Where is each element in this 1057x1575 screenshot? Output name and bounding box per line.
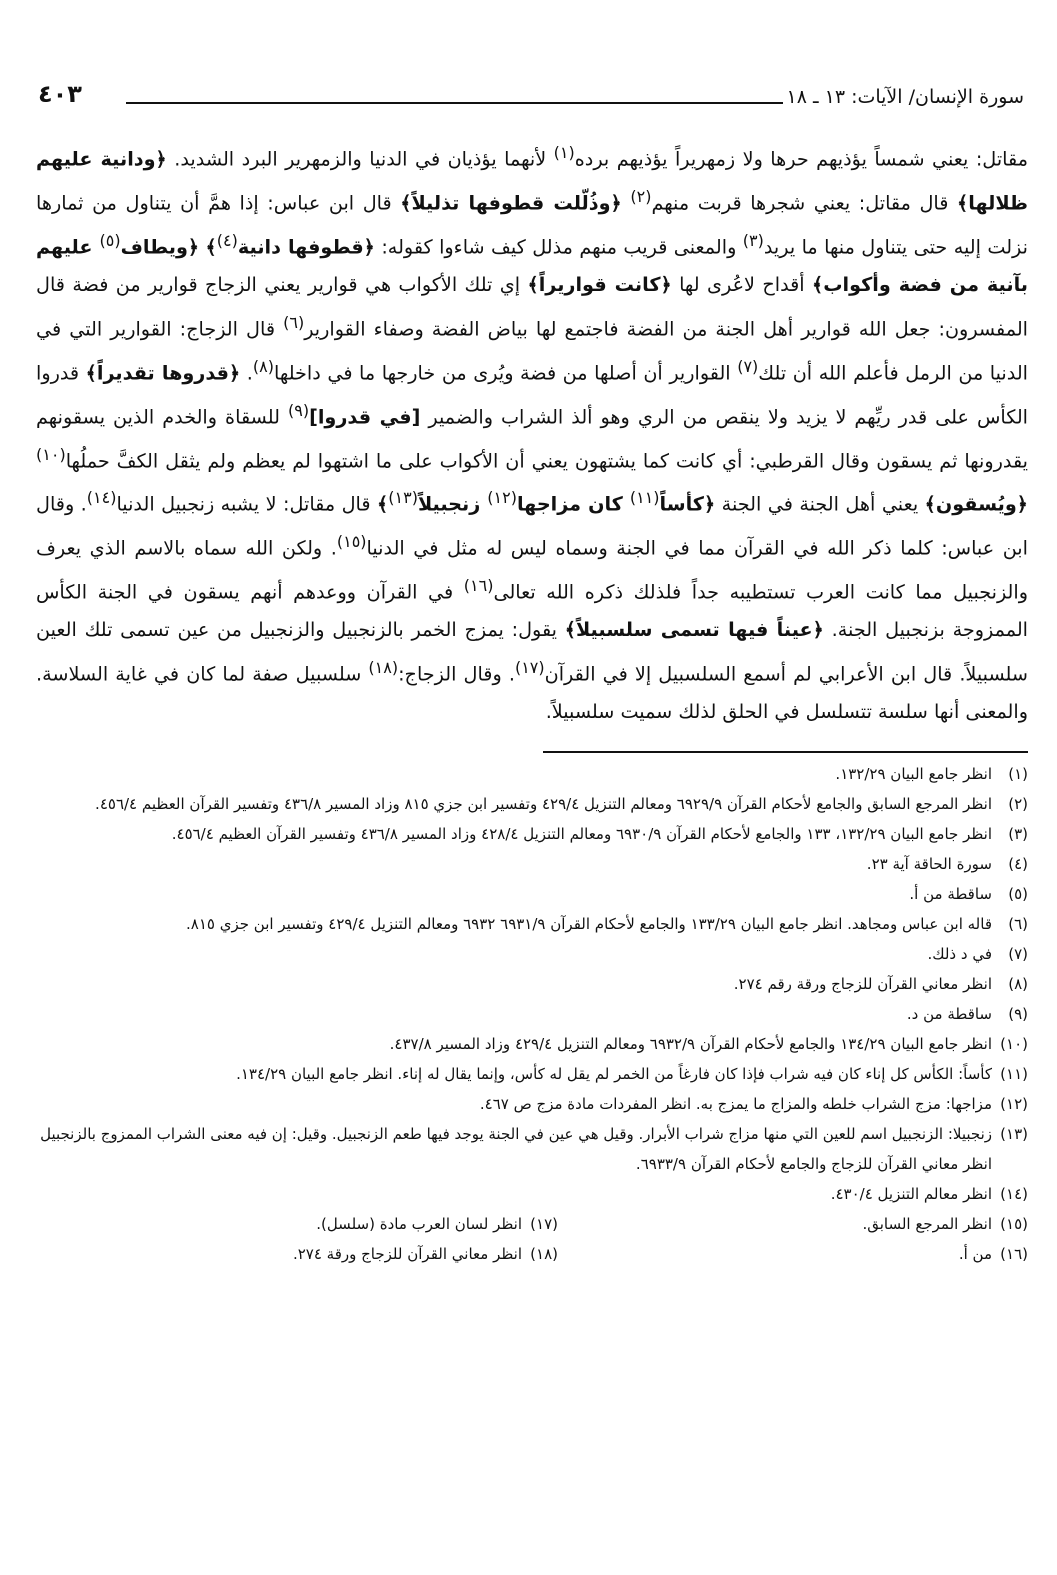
text-run: في القرآن ووعدهم أنهم يسقون في الجنة الكأس الممزوجة بزنجبيل الجنة. — [36, 580, 1029, 642]
footnote-ref: (١٦) — [463, 576, 494, 596]
footnote-number: (١٧) — [530, 1214, 558, 1233]
text-run: يقول: يمزج الخمر بالزنجبيل والزنجبيل من عين تسمى تلك العين سلسبيلاً. قال ابن الأعرابي لم أسمع السلسبيل إلا في القرآن — [36, 618, 1028, 686]
footnote-text: سورة الحاقة آية ٢٣. — [866, 854, 992, 873]
text-run: . وقال ابن عباس: كلما ذكر الله في القرآن مما في الجنة وسماه ليس له مثل في الدنيا — [36, 492, 1028, 560]
footnote-ref: (١١) — [629, 488, 660, 508]
footnote — [36, 789, 1028, 819]
footnote-ref: (٤) — [216, 230, 238, 250]
text-run: القوارير أن أصلها من فضة ويُرى من خارجها ما في داخلها — [274, 360, 738, 384]
footnote-text: انظر معالم التنزيل ٤٣٠/٤. — [830, 1184, 992, 1203]
text-run: قال مقاتل: يعني شجرها قربت منهم — [651, 191, 958, 215]
quran-quote: ﴿عيناً فيها تسمى سلسبيلاً﴾ — [564, 618, 824, 642]
footnote — [36, 1119, 1028, 1179]
footnote-number: (٨) — [1008, 974, 1028, 993]
footnote-number: (٥) — [1008, 884, 1028, 903]
footnote-text: ساقطة من د. — [906, 1004, 992, 1023]
footnotes — [36, 759, 1028, 1269]
footnote-ref: (٨) — [252, 356, 274, 376]
footnote — [36, 969, 1028, 999]
text-run: قدروا الكأس على قدر ريِّهم لا يزيد ولا ينقص من الري وهو ألذ الشراب والضمير — [36, 360, 1028, 428]
page-number: ٤٠٣ — [38, 80, 82, 108]
footnote — [36, 999, 1028, 1029]
footnote-divider — [543, 751, 1028, 753]
text-run: قال ابن عباس: إذا همَّ أن يتناول من ثمارها نزلت إليه حتى يتناول منها ما يريد — [36, 191, 1028, 259]
quran-quote: ﴿كانت قواريراً﴾ — [527, 272, 672, 296]
text-run: . وقال الزجاج: — [398, 662, 515, 686]
footnote — [36, 759, 1028, 789]
text-run: للسقاة والخدم الذين يسقونهم يقدرونها ثم يسقون وقال القرطبي: أي كانت كما يشتهون يعني أن الأكواب على ما اشتهوا لم يعظم ولم يثقل الكفَّ حملُها — [36, 404, 1028, 472]
footnote-number: (٣) — [1008, 824, 1028, 843]
footnote-number: (١٣) — [1000, 1124, 1028, 1143]
text-run: مقاتل: يعني شمساً يؤذيهم حرها ولا زمهريراً يؤذيهم برده — [574, 147, 1028, 171]
footnote — [36, 1059, 1028, 1089]
quran-quote: ﴿ويُسقون﴾ — [924, 492, 1028, 516]
footnote-ref: (١٠) — [36, 444, 66, 464]
quran-quote: ﴿ويطاف — [120, 235, 200, 259]
bracketed-insert: [في قدروا] — [309, 404, 421, 428]
footnote-number: (٧) — [1008, 944, 1028, 963]
footnote — [36, 1239, 558, 1269]
footnote-ref: (٥) — [99, 230, 121, 250]
footnote-ref: (١٧) — [514, 658, 545, 678]
footnote-number: (١) — [1008, 764, 1028, 783]
footnote — [36, 819, 1028, 849]
footnote — [558, 1209, 1028, 1239]
footnote — [36, 1089, 1028, 1119]
footnote-ref: (٣) — [742, 230, 764, 250]
footnote — [36, 849, 1028, 879]
text-run: . ولكن الله سماه بالاسم الذي يعرف والزنجبيل مما كانت العرب تستطيبه جداً فلذلك ذكره الله تعالى — [36, 536, 1028, 604]
footnote-text: انظر المرجع السابق. — [862, 1214, 992, 1233]
footnote-number: (١٢) — [1000, 1094, 1028, 1113]
footnote-number: (٦) — [1008, 914, 1028, 933]
footnote-text: ساقطة من أ. — [909, 884, 992, 903]
footnote — [36, 939, 1028, 969]
footnote-pair — [36, 1239, 1028, 1269]
footnote — [36, 879, 1028, 909]
quran-quote: ﴿قدروها تقديراً﴾ — [85, 360, 241, 384]
footnote-text: انظر معاني القرآن للزجاج ورقة ٢٧٤. — [292, 1244, 522, 1263]
footnote — [36, 1029, 1028, 1059]
footnote-ref: (١٣) — [388, 488, 418, 508]
quran-quote: عليهم بآنية من فضة وأكواب﴾ — [36, 235, 1028, 296]
footnote-text: قاله ابن عباس ومجاهد. انظر جامع البيان ١٣٣/٢٩ والجامع لأحكام القرآن ٦٩٣١/٩ ٦٩٣٢ ومعالم التنزيل ٤٢٩/٤ وتفسير ابن جزي ٨١٥. — [186, 914, 992, 933]
header-rule — [126, 102, 783, 104]
footnote-text: انظر جامع البيان ١٣٤/٢٩ والجامع لأحكام القرآن ٦٩٣٢/٩ ومعالم التنزيل ٤٢٩/٤ وزاد المسير ٤٣٧/٨. — [389, 1034, 992, 1053]
footnote-text: انظر لسان العرب مادة (سلسل). — [316, 1214, 522, 1233]
footnote-ref: (٦) — [283, 312, 305, 332]
quran-quote: ﴿كأساً — [659, 492, 716, 516]
footnote-number: (١٥) — [1000, 1214, 1028, 1233]
quran-quote: ﴿وذُلّلت قطوفها تذليلاً﴾ — [400, 191, 622, 215]
footnote-ref: (٧) — [737, 356, 759, 376]
footnote-number: (١٦) — [1000, 1244, 1028, 1263]
text-run: سلسبيل صفة لما كان في غاية السلاسة. والمعنى أنها سلسة تتسلسل في الحلق لذلك سميت سلسبيلاً. — [36, 662, 1028, 724]
quran-quote: كان مزاجها — [516, 492, 630, 516]
footnote-text: انظر معاني القرآن للزجاج ورقة رقم ٢٧٤. — [733, 974, 992, 993]
footnote-number: (٤) — [1008, 854, 1028, 873]
quran-quote: زنجبيلاً — [417, 492, 488, 516]
text-run: . — [240, 360, 253, 384]
footnote-number: (١٠) — [1000, 1034, 1028, 1053]
footnote-text: في د ذلك. — [927, 944, 992, 963]
footnote-ref: (١٤) — [86, 488, 117, 508]
running-head: سورة الإنسان/ الآيات: ١٣ ـ ١٨ — [786, 86, 1024, 108]
footnote — [36, 909, 1028, 939]
footnote-text: زنجبيلا: الزنجبيل اسم للعين التي منها مزاج شراب الأبرار. وقيل هي عين في الجنة يوجد فيها طعم الزنجبيل. وقيل: إن فيه معنى الشراب الممزوج بالزنجبيل انظر معاني القرآن للزجاج والجامع لأحكام القرآن ٦٩٣٣/٩. — [40, 1124, 992, 1173]
text-run: أقداح لاعُرى لها — [671, 272, 813, 296]
footnote-number: (١١) — [1000, 1064, 1028, 1083]
quran-quote: ﴾ — [377, 492, 389, 516]
text-run: قال الزجاج: القوارير التي في الدنيا من الرمل فأعلم الله أن تلك — [36, 316, 1029, 384]
text-run: إي تلك الأكواب هي قوارير يعني الزجاج قوارير من فضة قال المفسرون: جعل الله قوارير أهل الجنة من الفضة فاجتمع لها بياض الفضة وصفاء القوارير — [36, 272, 1028, 340]
footnote-ref: (١٥) — [336, 532, 367, 552]
book-page — [36, 72, 1028, 1552]
footnote — [36, 1179, 1028, 1209]
footnote-number: (٩) — [1008, 1004, 1028, 1023]
quran-quote: ﴿ودانية عليهم ظلالها﴾ — [36, 147, 1028, 215]
footnote-number: (٢) — [1008, 794, 1028, 813]
footnote-text: انظر جامع البيان ١٣٢/٢٩. — [835, 764, 992, 783]
main-text — [36, 134, 1028, 731]
footnote — [558, 1239, 1028, 1269]
footnote-ref: (١٨) — [368, 658, 399, 678]
text-run: لأنهما يؤذيان في الدنيا والزمهرير البرد الشديد. — [166, 147, 554, 171]
quran-quote: ﴾ — [205, 235, 217, 259]
footnote-ref: (١) — [553, 143, 575, 162]
footnote-ref: (٩) — [287, 400, 310, 420]
text-run: والمعنى قريب منهم مذلل كيف شاءوا كقوله: — [374, 235, 743, 259]
text-run: يعني أهل الجنة في الجنة — [715, 492, 925, 516]
footnote-number: (١٤) — [1000, 1184, 1028, 1203]
footnote-text: انظر المرجع السابق والجامع لأحكام القرآن ٦٩٢٩/٩ ومعالم التنزيل ٤٢٩/٤ وتفسير ابن جزي ٨١٥ وزاد المسير ٤٣٦/٨ وتفسير القرآن العظيم ٤٥٦/٤. — [95, 794, 992, 813]
footnote-text: كأساً: الكأس كل إناء كان فيه شراب فإذا كان فارغاً من الخمر لم يقل له كأس، وإنما يقال له إناء. انظر جامع البيان ١٣٤/٢٩. — [236, 1064, 992, 1083]
footnote-pair — [36, 1209, 1028, 1239]
footnote-ref: (٢) — [630, 186, 652, 206]
footnote-text: من أ. — [958, 1244, 992, 1263]
footnote-text: مزاجها: مزج الشراب خلطه والمزاج ما يمزج به. انظر المفردات مادة مزج ص ٤٦٧. — [479, 1094, 992, 1113]
page-header — [36, 72, 1028, 112]
footnote — [36, 1209, 558, 1239]
footnote-number: (١٨) — [530, 1244, 558, 1263]
text-run: قال مقاتل: لا يشبه زنجبيل الدنيا — [116, 492, 377, 516]
footnote-text: انظر جامع البيان ١٣٢/٢٩، ١٣٣ والجامع لأحكام القرآن ٦٩٣٠/٩ ومعالم التنزيل ٤٢٨/٤ وزاد المسير ٤٣٦/٨ وتفسير القرآن العظيم ٤٥٦/٤. — [171, 824, 992, 843]
quran-quote: ﴿قطوفها دانية — [237, 235, 375, 259]
footnote-ref: (١٢) — [487, 488, 517, 508]
